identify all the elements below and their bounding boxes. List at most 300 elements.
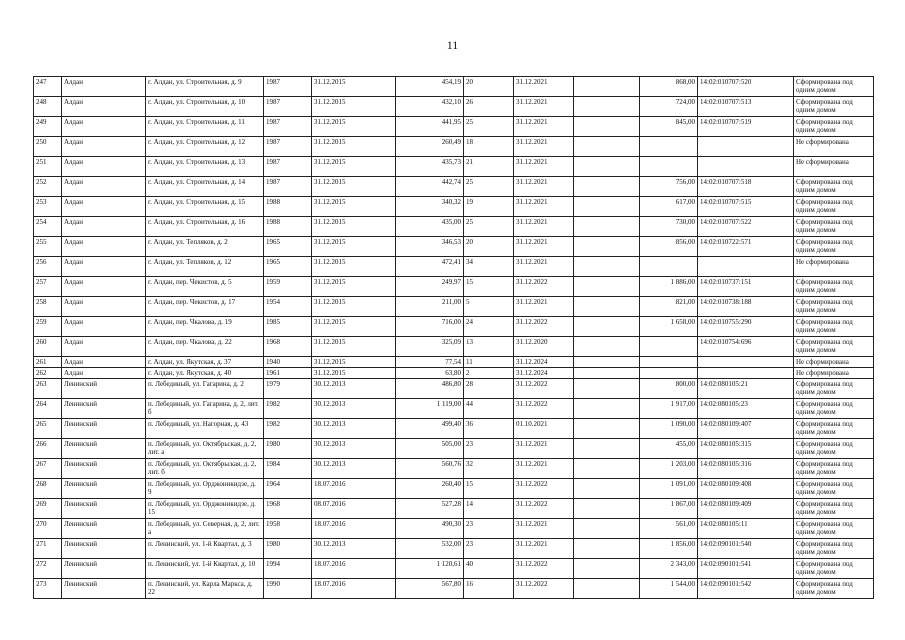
cell-cadastral-number: 14:02:080105:23 — [698, 399, 794, 419]
cell-land-status: Сформирована под одним домом — [794, 559, 874, 579]
cell-survey-date: 31.12.2015 — [312, 357, 396, 368]
cell-district: Ленинский — [62, 439, 146, 459]
cell-district: Алдан — [62, 297, 146, 317]
cell-blank — [574, 117, 640, 137]
cell-year-built: 1982 — [264, 419, 312, 439]
cell-area: 454,19 — [396, 77, 464, 97]
cell-residents: 32 — [464, 459, 514, 479]
cell-district: Алдан — [62, 368, 146, 379]
cell-district: Алдан — [62, 77, 146, 97]
cell-blank — [574, 217, 640, 237]
cell-cadastral-number: 14:02:080109:407 — [698, 419, 794, 439]
cell-deadline: 31.12.2022 — [514, 559, 574, 579]
cell-blank — [574, 177, 640, 197]
cell-land-status: Сформирована под одним домом — [794, 499, 874, 519]
cell-address: п. Лебединый, ул. Гагарина, д. 2, лит. б — [146, 399, 264, 419]
cell-land-status: Сформирована под одним домом — [794, 439, 874, 459]
cell-land-status: Сформирована под одним домом — [794, 337, 874, 357]
cell-district: Ленинский — [62, 459, 146, 479]
cell-survey-date: 31.12.2015 — [312, 117, 396, 137]
cell-district: Алдан — [62, 277, 146, 297]
cell-district: Алдан — [62, 237, 146, 257]
cell-district: Ленинский — [62, 519, 146, 539]
cell-deadline: 31.12.2021 — [514, 539, 574, 559]
cell-area: 211,00 — [396, 297, 464, 317]
cell-year-built: 1988 — [264, 197, 312, 217]
cell-deadline: 01.10.2021 — [514, 419, 574, 439]
cell-number: 258 — [34, 297, 62, 317]
cell-land-area: 821,00 — [640, 297, 698, 317]
cell-blank — [574, 419, 640, 439]
cell-number: 256 — [34, 257, 62, 277]
cell-district: Ленинский — [62, 399, 146, 419]
cell-survey-date: 31.12.2015 — [312, 257, 396, 277]
cell-land-status: Не сформирована — [794, 368, 874, 379]
cell-residents: 18 — [464, 137, 514, 157]
cell-land-area: 2 343,00 — [640, 559, 698, 579]
cell-deadline: 31.12.2022 — [514, 399, 574, 419]
table-row — [34, 379, 874, 399]
cell-address: г. Алдан, ул. Строительная, д. 9 — [146, 77, 264, 97]
cell-residents: 34 — [464, 257, 514, 277]
table-row — [34, 459, 874, 479]
cell-area: 63,80 — [396, 368, 464, 379]
table-row — [34, 117, 874, 137]
cell-address: г. Алдан, ул. Строительная, д. 16 — [146, 217, 264, 237]
cell-land-area: 856,00 — [640, 237, 698, 257]
table-row — [34, 439, 874, 459]
cell-land-status: Сформирована под одним домом — [794, 197, 874, 217]
cell-deadline: 31.12.2020 — [514, 337, 574, 357]
cell-survey-date: 18.07.2016 — [312, 479, 396, 499]
cell-year-built: 1968 — [264, 499, 312, 519]
cell-district: Алдан — [62, 97, 146, 117]
cell-year-built: 1984 — [264, 459, 312, 479]
table-row — [34, 237, 874, 257]
cell-area: 490,30 — [396, 519, 464, 539]
cell-residents: 13 — [464, 337, 514, 357]
cell-district: Алдан — [62, 357, 146, 368]
cell-number: 265 — [34, 419, 62, 439]
cell-cadastral-number — [698, 157, 794, 177]
cell-number: 267 — [34, 459, 62, 479]
cell-land-status: Сформирована под одним домом — [794, 97, 874, 117]
cell-area: 435,73 — [396, 157, 464, 177]
cell-survey-date: 31.12.2015 — [312, 297, 396, 317]
cell-year-built: 1965 — [264, 237, 312, 257]
cell-area: 435,00 — [396, 217, 464, 237]
cell-cadastral-number: 14:02:010755:290 — [698, 317, 794, 337]
cell-land-status: Сформирована под одним домом — [794, 419, 874, 439]
cell-land-area: 756,00 — [640, 177, 698, 197]
cell-district: Алдан — [62, 337, 146, 357]
cell-blank — [574, 479, 640, 499]
cell-land-area: 1 886,00 — [640, 277, 698, 297]
cell-survey-date: 31.12.2015 — [312, 237, 396, 257]
cell-residents: 23 — [464, 439, 514, 459]
cell-area: 340,32 — [396, 197, 464, 217]
cell-deadline: 31.12.2024 — [514, 368, 574, 379]
cell-blank — [574, 157, 640, 177]
cell-land-area: 1 658,00 — [640, 317, 698, 337]
cell-cadastral-number: 14:02:080105:21 — [698, 379, 794, 399]
cell-residents: 19 — [464, 197, 514, 217]
cell-cadastral-number: 14:02:080105:11 — [698, 519, 794, 539]
cell-survey-date: 31.12.2015 — [312, 137, 396, 157]
table-row — [34, 217, 874, 237]
cell-deadline: 31.12.2021 — [514, 217, 574, 237]
cell-blank — [574, 519, 640, 539]
cell-land-status: Сформирована под одним домом — [794, 399, 874, 419]
cell-cadastral-number: 14:02:010707:513 — [698, 97, 794, 117]
cell-number: 250 — [34, 137, 62, 157]
cell-deadline: 31.12.2022 — [514, 379, 574, 399]
cell-land-status: Сформирована под одним домом — [794, 117, 874, 137]
cell-deadline: 31.12.2021 — [514, 117, 574, 137]
table-row — [34, 297, 874, 317]
table-row — [34, 337, 874, 357]
cell-year-built: 1988 — [264, 217, 312, 237]
cell-year-built: 1979 — [264, 379, 312, 399]
cell-land-area: 1 544,00 — [640, 579, 698, 599]
cell-cadastral-number: 14:02:080105:316 — [698, 459, 794, 479]
cell-survey-date: 31.12.2015 — [312, 197, 396, 217]
cell-number: 257 — [34, 277, 62, 297]
table-row — [34, 137, 874, 157]
cell-area: 346,53 — [396, 237, 464, 257]
cell-year-built: 1964 — [264, 479, 312, 499]
cell-land-area — [640, 257, 698, 277]
cell-number: 253 — [34, 197, 62, 217]
cell-blank — [574, 559, 640, 579]
cell-cadastral-number: 14:02:010754:696 — [698, 337, 794, 357]
cell-survey-date: 30.12.2013 — [312, 539, 396, 559]
cell-blank — [574, 297, 640, 317]
cell-deadline: 31.12.2022 — [514, 579, 574, 599]
cell-number: 268 — [34, 479, 62, 499]
cell-cadastral-number — [698, 257, 794, 277]
cell-land-status: Сформирована под одним домом — [794, 317, 874, 337]
cell-number: 264 — [34, 399, 62, 419]
cell-land-area — [640, 337, 698, 357]
cell-cadastral-number: 14:02:010707:519 — [698, 117, 794, 137]
cell-deadline: 31.12.2022 — [514, 479, 574, 499]
cell-land-status: Не сформирована — [794, 357, 874, 368]
cell-district: Алдан — [62, 177, 146, 197]
cell-number: 263 — [34, 379, 62, 399]
cell-cadastral-number: 14:02:090101:541 — [698, 559, 794, 579]
cell-year-built: 1987 — [264, 137, 312, 157]
cell-land-area: 1 090,00 — [640, 419, 698, 439]
cell-blank — [574, 459, 640, 479]
cell-deadline: 31.12.2021 — [514, 439, 574, 459]
cell-address: г. Алдан, пер. Чекистов, д. 17 — [146, 297, 264, 317]
table-row — [34, 157, 874, 177]
cell-district: Алдан — [62, 217, 146, 237]
table-row — [34, 539, 874, 559]
cell-cadastral-number: 14:02:010707:522 — [698, 217, 794, 237]
table-row — [34, 399, 874, 419]
cell-number: 249 — [34, 117, 62, 137]
cell-district: Алдан — [62, 137, 146, 157]
cell-year-built: 1959 — [264, 277, 312, 297]
cell-area: 260,49 — [396, 137, 464, 157]
cell-area: 432,10 — [396, 97, 464, 117]
cell-area: 1 119,00 — [396, 399, 464, 419]
cell-address: г. Алдан, пер. Чкалова, д. 22 — [146, 337, 264, 357]
cell-cadastral-number: 14:02:010707:520 — [698, 77, 794, 97]
cell-land-status: Сформирована под одним домом — [794, 77, 874, 97]
cell-residents: 21 — [464, 157, 514, 177]
cell-year-built: 1940 — [264, 357, 312, 368]
cell-district: Алдан — [62, 117, 146, 137]
cell-deadline: 31.12.2021 — [514, 257, 574, 277]
cell-deadline: 31.12.2021 — [514, 137, 574, 157]
cell-residents: 44 — [464, 399, 514, 419]
cell-number: 269 — [34, 499, 62, 519]
cell-area: 441,95 — [396, 117, 464, 137]
cell-land-status: Не сформирована — [794, 157, 874, 177]
cell-address: п. Лебединый, ул. Северная, д. 2, лит. а — [146, 519, 264, 539]
cell-cadastral-number: 14:02:010707:518 — [698, 177, 794, 197]
cell-number: 251 — [34, 157, 62, 177]
cell-land-area — [640, 357, 698, 368]
cell-address: п. Лебединый, ул. Нагорная, д. 43 — [146, 419, 264, 439]
cell-land-status: Сформирована под одним домом — [794, 217, 874, 237]
cell-residents: 26 — [464, 97, 514, 117]
cell-deadline: 31.12.2022 — [514, 277, 574, 297]
cell-address: г. Алдан, ул. Якутская, д. 40 — [146, 368, 264, 379]
table-row — [34, 277, 874, 297]
cell-residents: 5 — [464, 297, 514, 317]
cell-deadline: 31.12.2021 — [514, 297, 574, 317]
cell-number: 270 — [34, 519, 62, 539]
cell-residents: 2 — [464, 368, 514, 379]
cell-blank — [574, 368, 640, 379]
cell-blank — [574, 379, 640, 399]
cell-land-area: 561,00 — [640, 519, 698, 539]
cell-residents: 11 — [464, 357, 514, 368]
cell-land-area — [640, 157, 698, 177]
cell-residents: 23 — [464, 539, 514, 559]
cell-address: п. Ленинский, ул. Карла Маркса, д. 22 — [146, 579, 264, 599]
cell-area: 486,80 — [396, 379, 464, 399]
cell-cadastral-number — [698, 368, 794, 379]
cell-survey-date: 31.12.2015 — [312, 97, 396, 117]
cell-residents: 24 — [464, 317, 514, 337]
cell-survey-date: 31.12.2015 — [312, 317, 396, 337]
cell-land-status: Не сформирована — [794, 137, 874, 157]
cell-address: п. Лебединый, ул. Орджоникидзе, д. 9 — [146, 479, 264, 499]
cell-blank — [574, 579, 640, 599]
cell-survey-date: 18.07.2016 — [312, 579, 396, 599]
cell-district: Ленинский — [62, 559, 146, 579]
cell-blank — [574, 237, 640, 257]
cell-district: Алдан — [62, 257, 146, 277]
cell-year-built: 1987 — [264, 177, 312, 197]
cell-survey-date: 31.12.2015 — [312, 77, 396, 97]
table-row — [34, 257, 874, 277]
cell-area: 472,41 — [396, 257, 464, 277]
cell-blank — [574, 439, 640, 459]
cell-district: Алдан — [62, 197, 146, 217]
cell-cadastral-number: 14:02:090101:540 — [698, 539, 794, 559]
cell-address: г. Алдан, ул. Строительная, д. 10 — [146, 97, 264, 117]
cell-blank — [574, 277, 640, 297]
cell-residents: 20 — [464, 237, 514, 257]
cell-land-area: 800,00 — [640, 379, 698, 399]
cell-survey-date: 30.12.2013 — [312, 439, 396, 459]
cell-district: Алдан — [62, 157, 146, 177]
cell-land-area: 868,00 — [640, 77, 698, 97]
cell-cadastral-number: 14:02:010738:188 — [698, 297, 794, 317]
table-row — [34, 479, 874, 499]
cell-number: 266 — [34, 439, 62, 459]
cell-number: 248 — [34, 97, 62, 117]
cell-area: 1 120,61 — [396, 559, 464, 579]
table-row — [34, 559, 874, 579]
cell-address: п. Ленинский, ул. 1-й Квартал, д. 10 — [146, 559, 264, 579]
cell-area: 532,00 — [396, 539, 464, 559]
cell-survey-date: 31.12.2015 — [312, 368, 396, 379]
cell-district: Ленинский — [62, 579, 146, 599]
cell-residents: 16 — [464, 579, 514, 599]
cell-year-built: 1987 — [264, 117, 312, 137]
cell-year-built: 1980 — [264, 439, 312, 459]
cell-land-area — [640, 137, 698, 157]
cell-residents: 15 — [464, 277, 514, 297]
table-row — [34, 519, 874, 539]
cell-deadline: 31.12.2021 — [514, 197, 574, 217]
cell-address: г. Алдан, пер. Чкалова, д. 19 — [146, 317, 264, 337]
cell-address: г. Алдан, ул. Строительная, д. 13 — [146, 157, 264, 177]
cell-address: п. Лебединый, ул. Орджоникидзе, д. 15 — [146, 499, 264, 519]
cell-land-area: 845,00 — [640, 117, 698, 137]
housing-registry-table — [33, 76, 874, 599]
cell-residents: 25 — [464, 117, 514, 137]
cell-land-status: Сформирована под одним домом — [794, 479, 874, 499]
cell-year-built: 1990 — [264, 579, 312, 599]
cell-year-built: 1982 — [264, 399, 312, 419]
cell-land-status: Сформирована под одним домом — [794, 277, 874, 297]
cell-address: г. Алдан, пер. Чекистов, д. 5 — [146, 277, 264, 297]
cell-address: п. Ленинский, ул. 1-й Квартал, д. 3 — [146, 539, 264, 559]
cell-area: 260,40 — [396, 479, 464, 499]
cell-deadline: 31.12.2021 — [514, 459, 574, 479]
cell-year-built: 1954 — [264, 297, 312, 317]
cell-district: Ленинский — [62, 539, 146, 559]
cell-survey-date: 31.12.2015 — [312, 157, 396, 177]
cell-cadastral-number: 14:02:080105:315 — [698, 439, 794, 459]
cell-blank — [574, 137, 640, 157]
table-row — [34, 177, 874, 197]
cell-deadline: 31.12.2021 — [514, 519, 574, 539]
cell-land-status: Сформирована под одним домом — [794, 579, 874, 599]
cell-land-status: Сформирована под одним домом — [794, 539, 874, 559]
cell-deadline: 31.12.2021 — [514, 77, 574, 97]
cell-deadline: 31.12.2022 — [514, 317, 574, 337]
cell-cadastral-number: 14:02:010722:571 — [698, 237, 794, 257]
cell-number: 259 — [34, 317, 62, 337]
cell-address: г. Алдан, ул. Строительная, д. 12 — [146, 137, 264, 157]
cell-blank — [574, 257, 640, 277]
cell-land-status: Сформирована под одним домом — [794, 459, 874, 479]
table-row — [34, 499, 874, 519]
cell-land-status: Сформирована под одним домом — [794, 237, 874, 257]
table-row — [34, 317, 874, 337]
cell-residents: 23 — [464, 519, 514, 539]
cell-cadastral-number — [698, 137, 794, 157]
cell-number: 272 — [34, 559, 62, 579]
cell-number: 271 — [34, 539, 62, 559]
cell-area: 527,28 — [396, 499, 464, 519]
cell-deadline: 31.12.2022 — [514, 499, 574, 519]
cell-address: г. Алдан, ул. Тепляков, д. 12 — [146, 257, 264, 277]
cell-land-area: 1 856,00 — [640, 539, 698, 559]
cell-address: г. Алдан, ул. Строительная, д. 15 — [146, 197, 264, 217]
cell-residents: 20 — [464, 77, 514, 97]
cell-residents: 36 — [464, 419, 514, 439]
cell-survey-date: 31.12.2015 — [312, 337, 396, 357]
cell-year-built: 1987 — [264, 157, 312, 177]
table-row — [34, 77, 874, 97]
cell-survey-date: 31.12.2015 — [312, 217, 396, 237]
cell-year-built: 1987 — [264, 77, 312, 97]
cell-district: Алдан — [62, 317, 146, 337]
cell-year-built: 1965 — [264, 257, 312, 277]
cell-residents: 28 — [464, 379, 514, 399]
cell-land-status: Не сформирована — [794, 257, 874, 277]
cell-deadline: 31.12.2021 — [514, 237, 574, 257]
cell-residents: 14 — [464, 499, 514, 519]
cell-cadastral-number: 14:02:090101:542 — [698, 579, 794, 599]
cell-land-area: 724,00 — [640, 97, 698, 117]
cell-address: г. Алдан, ул. Якутская, д. 37 — [146, 357, 264, 368]
table-row — [34, 579, 874, 599]
cell-district: Ленинский — [62, 379, 146, 399]
cell-year-built: 1987 — [264, 97, 312, 117]
cell-land-status: Сформирована под одним домом — [794, 177, 874, 197]
cell-deadline: 31.12.2024 — [514, 357, 574, 368]
cell-land-status: Сформирована под одним домом — [794, 379, 874, 399]
cell-year-built: 1980 — [264, 539, 312, 559]
cell-area: 325,09 — [396, 337, 464, 357]
cell-area: 442,74 — [396, 177, 464, 197]
cell-cadastral-number: 14:02:010737:151 — [698, 277, 794, 297]
cell-year-built: 1985 — [264, 317, 312, 337]
cell-survey-date: 18.07.2016 — [312, 519, 396, 539]
cell-district: Ленинский — [62, 479, 146, 499]
cell-district: Ленинский — [62, 499, 146, 519]
cell-cadastral-number: 14:02:010707:515 — [698, 197, 794, 217]
cell-residents: 25 — [464, 217, 514, 237]
cell-deadline: 31.12.2021 — [514, 177, 574, 197]
cell-survey-date: 31.12.2015 — [312, 177, 396, 197]
cell-blank — [574, 77, 640, 97]
cell-blank — [574, 357, 640, 368]
cell-area: 505,00 — [396, 439, 464, 459]
table-row — [34, 197, 874, 217]
cell-land-area: 617,00 — [640, 197, 698, 217]
cell-number: 255 — [34, 237, 62, 257]
cell-blank — [574, 399, 640, 419]
cell-area: 249,97 — [396, 277, 464, 297]
cell-cadastral-number: 14:02:080109:409 — [698, 499, 794, 519]
cell-address: п. Лебединый, ул. Октябрьская, д. 2, лит. б — [146, 459, 264, 479]
cell-land-area: 1 917,00 — [640, 399, 698, 419]
cell-area: 77,54 — [396, 357, 464, 368]
cell-blank — [574, 539, 640, 559]
